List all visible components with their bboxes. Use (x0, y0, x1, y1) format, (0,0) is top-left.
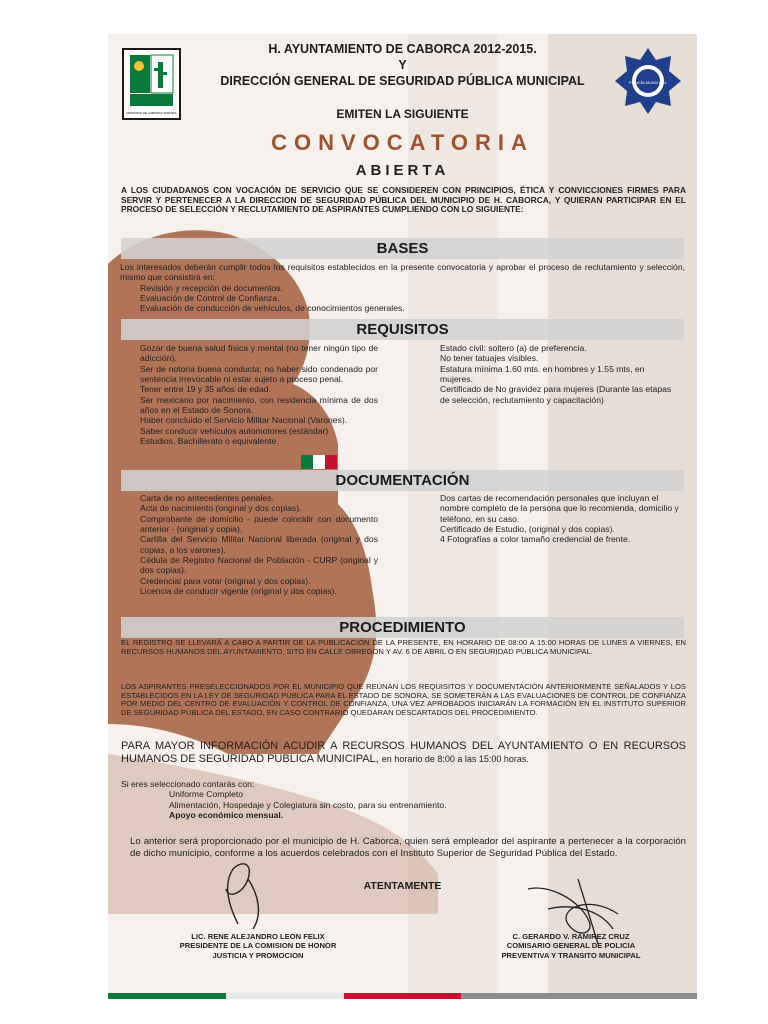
convocatoria-poster (108, 34, 697, 999)
requisito-item: Ser de notoria buena conducta; no haber sido condenado por sentencia irrevocable ni estar sujeto a proceso penal. (140, 363, 378, 384)
bases-intro: Los interesados deberán cumplir todos los requisitos establecidos en la presente convocatoria y aprobar el proceso de reclutamiento y selección, mismo que consistirá en: (120, 262, 685, 283)
mas-informacion-horario: en horario de 8:00 a las 15:00 horas. (381, 754, 529, 765)
header-emiten: EMITEN LA SIGUIENTE (336, 107, 469, 121)
firma-comisario (466, 932, 676, 960)
footer-color-bar (108, 993, 697, 999)
intro-paragraph: A LOS CIUDADANOS CON VOCACIÓN DE SERVICIO QUE SE CONSIDEREN CON PRINCIPIOS, ÉTICA Y CONVICCIONES FIRMES PARA SERVIR Y PERTENECER A LA DIRECCION DE SEGURIDAD PÚBLICA DEL MUNICIPIO DE H. CABORCA, Y QUIERAN PARTICIPAR EN EL PROCESO DE SELECCIÓN Y RECLUTAMIENTO DE ASPIRANTES CUMPLIENDO CON LO SIGUIENTE: (121, 185, 686, 215)
documento-item: Certificado de Estudio, (original y dos copias). (440, 523, 615, 534)
closing-paragraph: Lo anterior será proporcionado por el municipio de H. Caborca, quien será empleador del aspirante a pertenecer a la corporación de dicho municipio, conforme a los acuerdos celebrados con el Instituto Superior de Seguridad Pública del Estado. (130, 836, 686, 859)
beneficio-item: Alimentación, Hospedaje y Colegiatura sin costo, para su entrenamiento. (169, 799, 447, 810)
mexican-flag-graphic (301, 455, 337, 469)
firmante-cargo: COMISARIO GENERAL DE POLICIA (506, 941, 636, 951)
header-conjunction: Y (398, 58, 407, 72)
firmante-nombre: LIC. RENE ALEJANDRO LEON FELIX (191, 932, 325, 941)
firma-presidente (158, 932, 358, 960)
requisitos-left-column (140, 343, 378, 446)
section-heading-documentacion: DOCUMENTACIÓN (121, 470, 684, 491)
documento-item: 4 Fotografías a color tamaño credencial de frente. (440, 534, 631, 545)
documento-item: Cartilla del Servicio Militar Nacional liberada (original y dos copias, a los varones). (140, 534, 378, 555)
page-subtitle: ABIERTA (355, 162, 450, 179)
bases-item: Revisión y recepción de documentos. (140, 282, 283, 293)
documentacion-right-column (440, 493, 680, 545)
requisito-item: Tener entre 19 y 35 años de edad. (140, 384, 271, 395)
documento-item: Credencial para votar (original y dos copias). (140, 575, 311, 586)
documento-item: Acta de nacimiento (original y dos copias). (140, 503, 302, 514)
documento-item: Carta de no antecedentes penales. (140, 493, 274, 503)
requisito-item: Certificado de No gravidez para mujeres (Durante las etapas de selección, reclutamiento y capacitación) (440, 384, 672, 405)
beneficios (121, 779, 621, 820)
beneficios-intro: Si eres seleccionado contarás con: (121, 779, 255, 789)
requisito-item: Gozar de buena salud física y mental (no tener ningún tipo de adicción). (140, 343, 378, 364)
requisito-item: Haber concluido el Servicio Militar Nacional (Varones). (140, 415, 348, 426)
header-ayuntamiento: H. AYUNTAMIENTO DE CABORCA 2012-2015. (268, 42, 537, 56)
mas-informacion-caps: PARA MAYOR INFORMACIÓN ACUDIR A RECURSOS HUMANOS DEL AYUNTAMIENTO O EN RECURSOS HUMANOS DE SEGURIDAD PUBLICA MUNICIPAL, (121, 740, 686, 766)
firmante-cargo: PREVENTIVA Y TRANSITO MUNICIPAL (501, 950, 641, 960)
requisitos-right-column (440, 343, 676, 405)
procedimiento-evaluaciones: LOS ASPIRANTES PRESELECCIONADOS POR EL MUNICIPIO QUE REÚNAN LOS REQUISITOS Y DOCUMENTACIÓN ANTERIORMENTE SEÑALADOS Y LOS ESTABLECIDOS EN LA LEY DE SEGURIDAD PÚBLICA PARA EL ESTADO DE SONORA, SE SOMETERÁN A LAS EVALUACIONES DE CONTROL DE CONFIANZA POR MEDIO DEL CENTRO DE EVALUACIÓN Y CONTROL DE CONFIANZA, UNA VEZ APROBADOS INICIARÁN LA FORMACIÓN EN EL INSTITUTO SUPERIOR DE SEGURIDAD PÚBLICA DEL ESTADO, EN CASO CONTRARIO QUEDARAN DESCARTADOS DEL PROCEDIMIENTO. (121, 682, 686, 718)
bases-item: Evaluación de Control de Confianza. (140, 292, 280, 303)
documento-item: Cédula de Registro Nacional de Población - CURP (original y dos copias). (140, 554, 378, 576)
left-signature (208, 854, 288, 934)
requisito-item: Estado civil: soltero (a) de preferencia. (440, 343, 587, 353)
procedimiento-registro: EL REGISTRO SE LLEVARÁ A CABO A PARTIR DE LA PUBLICACIÓN DE LA PRESENTE, EN HORARIO DE 08:00 A 15:00 HORAS DE LUNES A VIERNES, EN RECURSOS HUMANOS DEL AYUNTAMIENTO, SITO EN CALLE OBREGON Y AV. 6 DE ABRIL O EN SEGURIDAD PÚBLICA MUNICIPAL. (121, 638, 686, 656)
logo-caption: MUNICIPIO DE CABORCA SONORA (126, 111, 177, 115)
documento-item: Comprobante de domicilio - puede coincidir con documento anterior - (original y copia). (140, 513, 378, 534)
documento-item: Licencia de conducir vigente (original y dos copias). (140, 585, 337, 596)
beneficio-item: Apoyo económico mensual. (169, 809, 284, 820)
requisito-item: Estatura mínima 1.60 mts. en hombres y 1.55 mts, en mujeres. (440, 363, 645, 384)
documento-item: Dos cartas de recomendación personales que incluyan el nombre completo de la persona que lo recomienda, domicilio y teléfono, en su caso. (440, 493, 679, 524)
firmante-cargo: JUSTICIA Y PROMOCION (212, 950, 304, 960)
requisito-item: Saber conducir vehículos automotores (estándar) (140, 425, 329, 436)
bases-text (120, 262, 685, 314)
firmante-cargo: PRESIDENTE DE LA COMISION DE HONOR (179, 941, 337, 951)
section-heading-bases: BASES (121, 238, 684, 259)
atentamente-label: ATENTAMENTE (363, 880, 442, 892)
section-heading-requisitos: REQUISITOS (121, 319, 684, 340)
badge-text: POLICÍA MUNICIPAL (628, 80, 668, 85)
requisito-item: Ser mexicano por nacimiento, con residencia mínima de dos años en el Estado de Sonora. (140, 394, 378, 415)
bases-item: Evaluación de conducción de vehículos, de conocimientos generales. (140, 303, 405, 314)
mas-informacion (121, 740, 686, 766)
section-heading-procedimiento: PROCEDIMIENTO (121, 617, 684, 638)
header-direccion: DIRECCIÓN GENERAL DE SEGURIDAD PÚBLICA MUNICIPAL (220, 74, 585, 88)
requisito-item: Estudios, Bachillerato o equivalente. (140, 435, 279, 446)
firmante-nombre: C. GERARDO V. RAMIREZ CRUZ (512, 932, 630, 941)
documentacion-left-column (140, 493, 378, 596)
beneficio-item: Uniforme Completo (169, 789, 244, 800)
requisito-item: No tener tatuajes visibles. (440, 353, 539, 364)
page-title: CONVOCATORIA (271, 130, 534, 155)
